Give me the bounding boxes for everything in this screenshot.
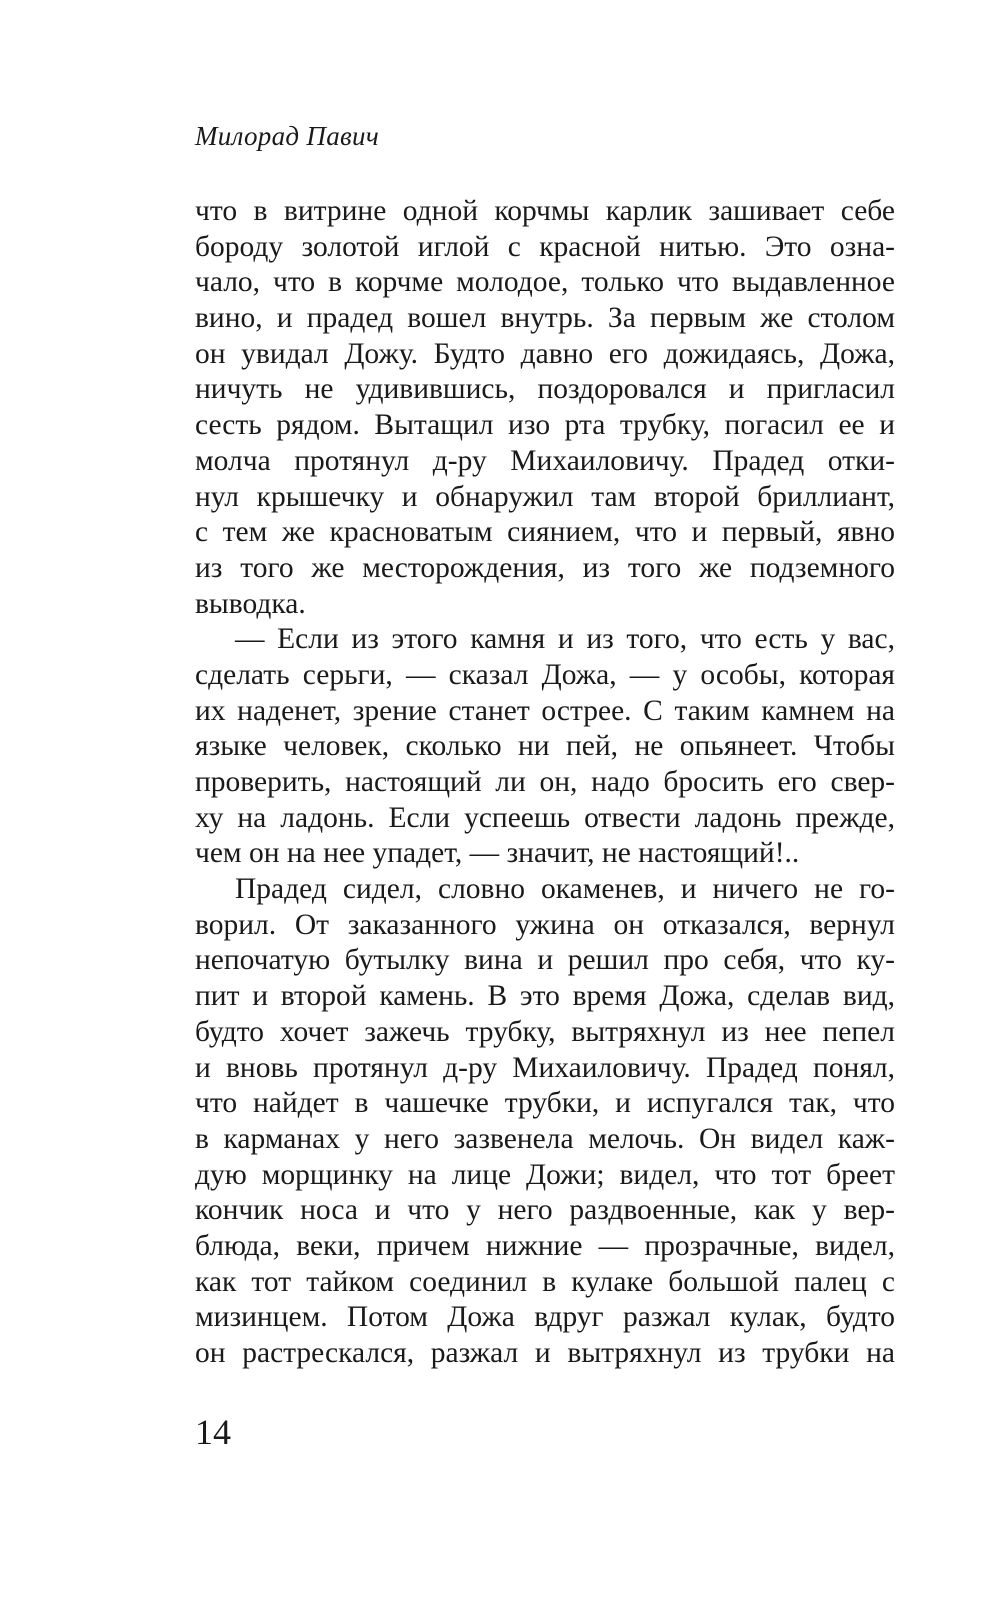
text-line: из того же месторождения, из того же подземного [195,551,895,584]
text-line: с тем же красноватым сиянием, что и первый, явно [195,516,895,549]
text-line: он увидал Дожу. Будто давно его дожидаясь, Дожа, [195,337,895,370]
text-line: проверить, настоящий ли он, надо бросить его свер- [195,766,895,798]
text-line: что найдет в чашечке трубки, и испугался так, что [195,1087,895,1120]
text-line: сесть рядом. Вытащил изо рта трубку, погасил ее и [195,409,895,442]
text-line: пит и второй камень. В это время Дожа, сделав вид, [195,980,895,1013]
body-text [195,194,895,1372]
text-line: бороду золотой иглой с красной нитью. Это озна- [195,230,895,263]
text-line: чем он на нее упадет, — значит, не настоящий!.. [195,837,800,870]
text-line: сделать серьги, — сказал Дожа, — у особы, которая [195,658,895,691]
text-line: что в витрине одной корчмы карлик зашивает себе [195,195,895,227]
running-head-author: Милорад Павич [195,121,380,151]
page-number: 14 [195,1412,231,1452]
text-line: выводка. [195,587,306,620]
text-line: и вновь протянул д-ру Михаиловичу. Прадед понял, [195,1051,895,1084]
text-line: мизинцем. Потом Дожа вдруг разжал кулак, будто [195,1301,895,1334]
text-line: он растрескался, разжал и вытряхнул из трубки на [195,1337,895,1369]
text-line: как тот тайком соединил в кулаке большой палец с [195,1265,895,1298]
text-line: кончик носа и что у него раздвоенные, как у вер- [195,1194,895,1227]
text-line: непочатую бутылку вина и решил про себя, что ку- [195,944,895,977]
text-line: ху на ладонь. Если успеешь отвести ладонь прежде, [195,801,895,834]
text-line: блюда, веки, причем нижние — прозрачные, видел, [195,1229,895,1262]
text-line: вино, и прадед вошел внутрь. За первым же столом [195,302,895,335]
text-line: нул крышечку и обнаружил там второй бриллиант, [195,480,895,513]
text-line: будто хочет зажечь трубку, вытряхнул из нее пепел [195,1015,895,1048]
text-line: их наденет, зрение станет острее. С таким камнем на [195,694,895,727]
text-line: молча протянул д-ру Михаиловичу. Прадед отки- [195,444,895,477]
text-line: в карманах у него зазвенела мелочь. Он видел каж- [195,1122,895,1155]
text-line: ничуть не удивившись, поздоровался и пригласил [195,373,895,406]
text-line: чало, что в корчме молодое, только что выдавленное [195,266,895,299]
text-line: Прадед сидел, словно окаменев, и ничего не го- [235,873,895,906]
text-line: дую морщинку на лице Дожи; видел, что тот бреет [195,1158,895,1191]
text-line: — Если из этого камня и из того, что есть у вас, [235,623,895,656]
text-line: языке человек, сколько ни пей, не опьянеет. Чтобы [195,730,895,763]
text-line: ворил. От заказанного ужина он отказался, вернул [195,908,895,941]
